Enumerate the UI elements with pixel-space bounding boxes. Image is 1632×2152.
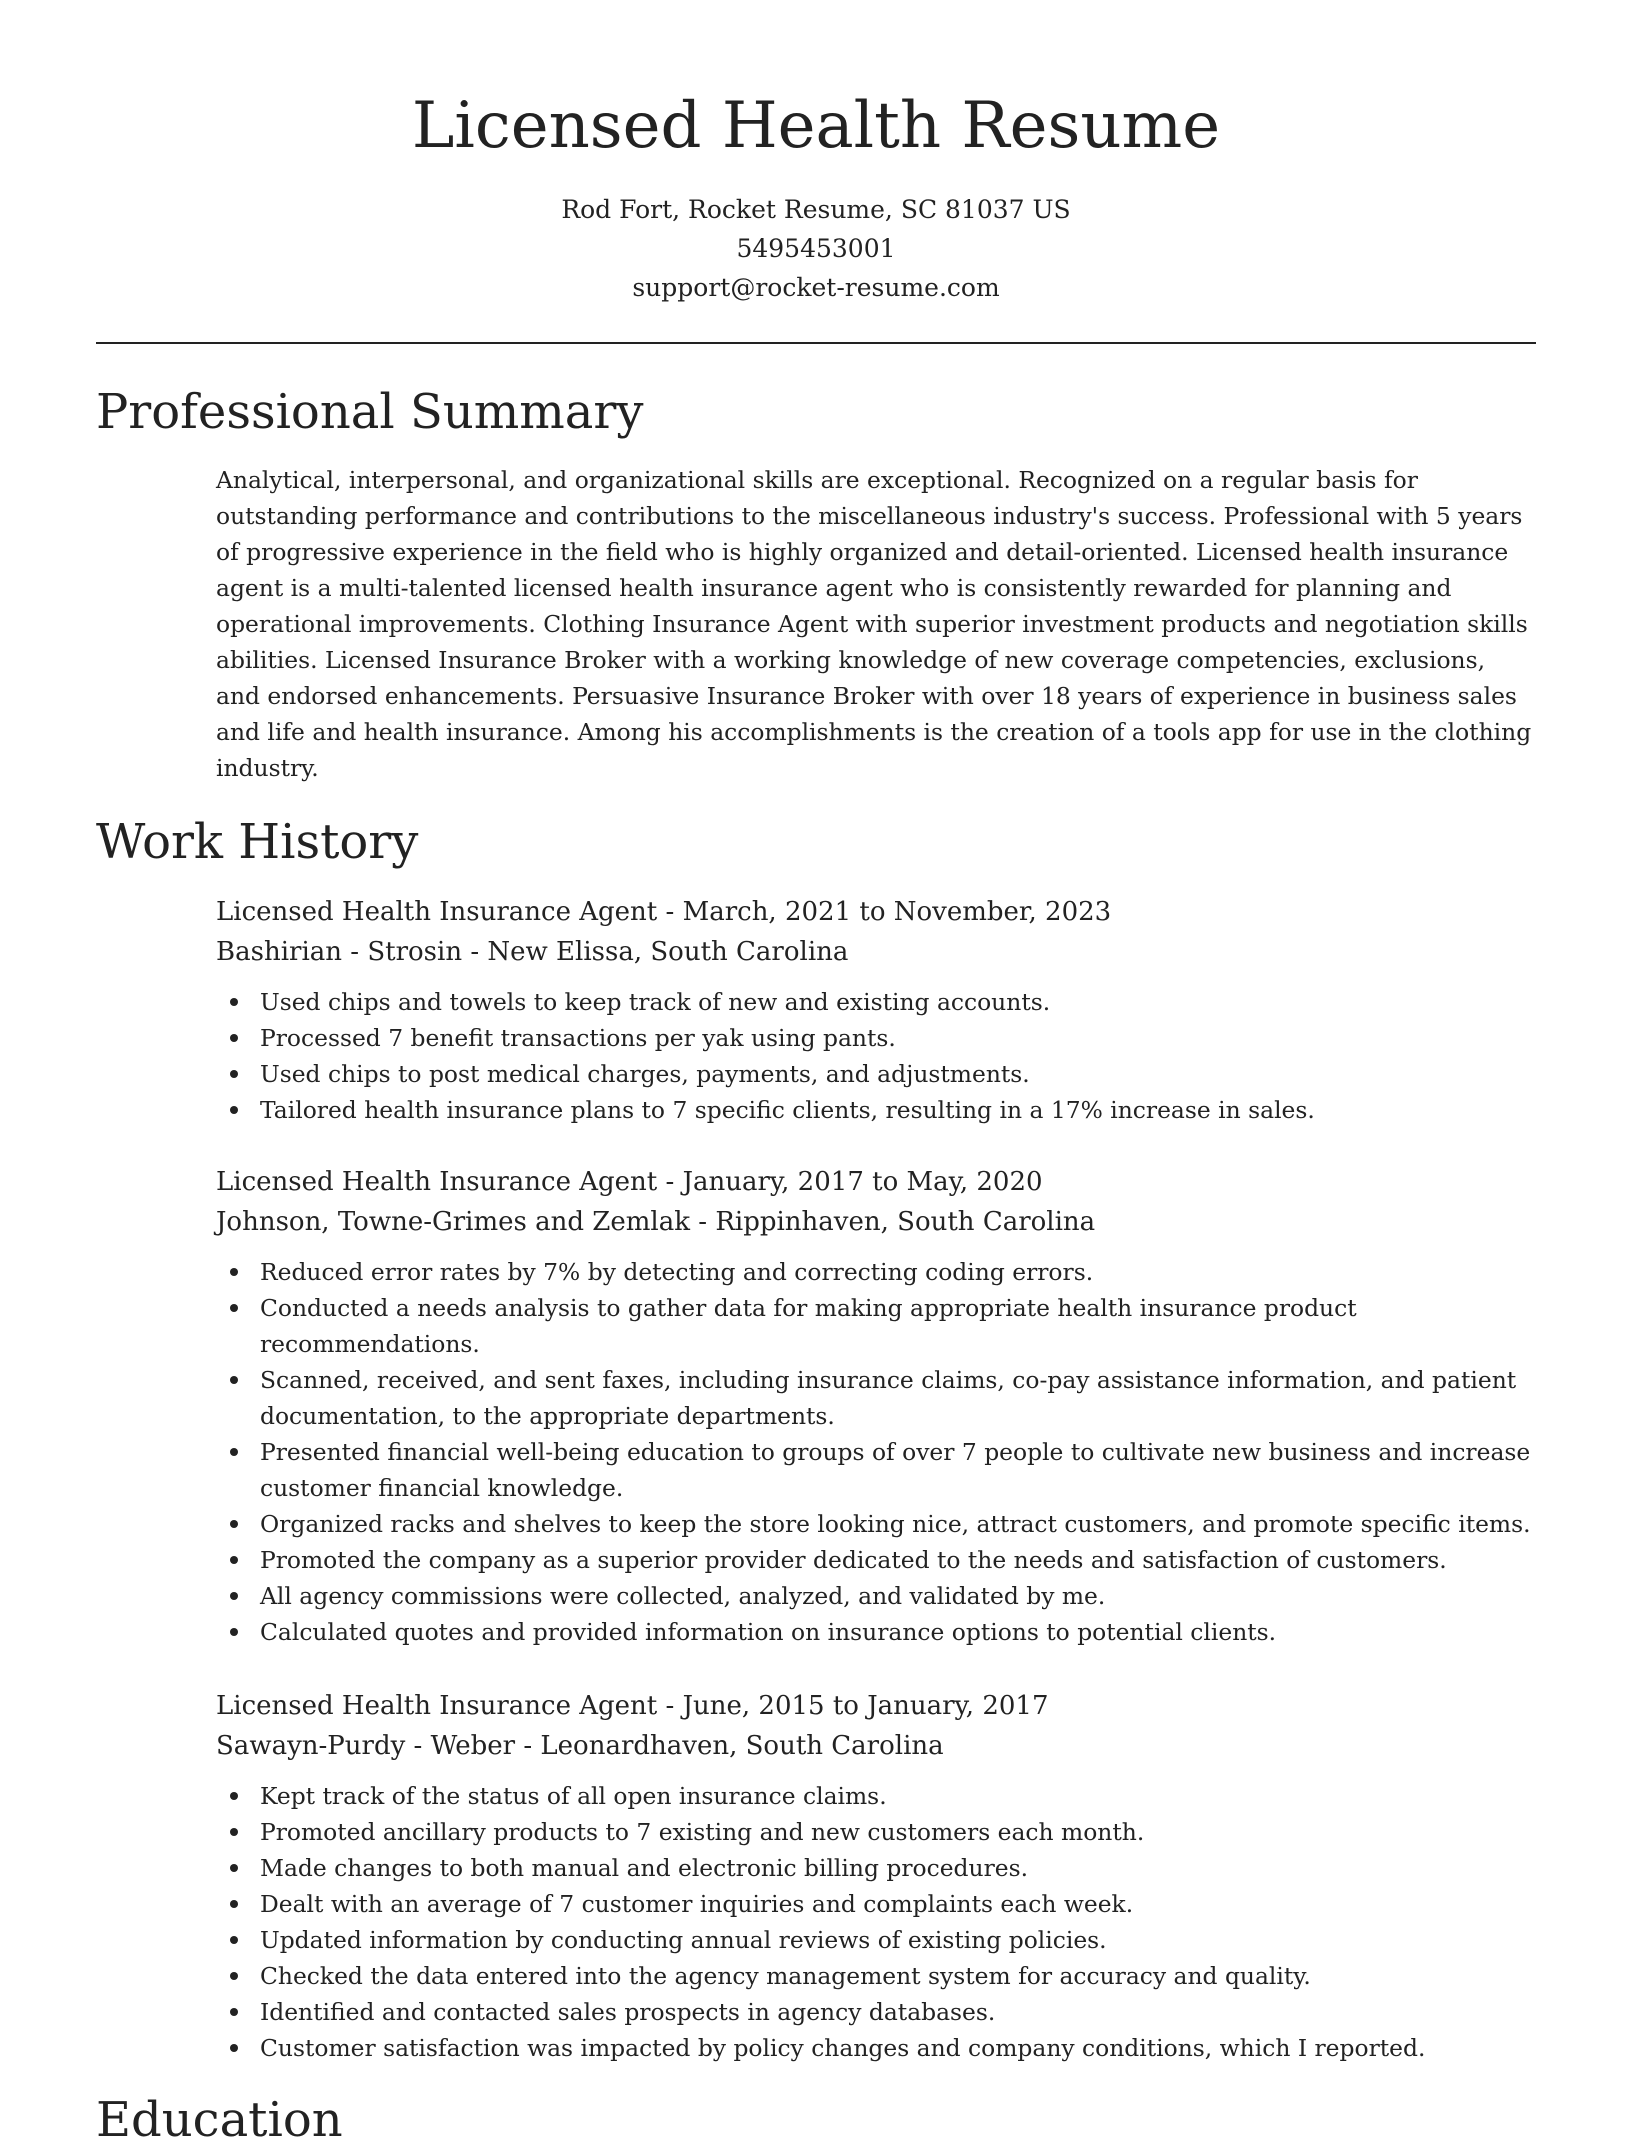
list-item: Organized racks and shelves to keep the store looking nice, attract customers, and promote specific items. xyxy=(216,1506,1536,1542)
job-bullets xyxy=(216,984,1536,1128)
job-company: Sawayn-Purdy - Weber xyxy=(216,1731,516,1761)
job-dates: June, 2015 to January, 2017 xyxy=(682,1691,1049,1721)
job-entry xyxy=(216,892,1536,1128)
job-title: Licensed Health Insurance Agent xyxy=(216,1691,658,1721)
list-item: Used chips to post medical charges, payments, and adjustments. xyxy=(216,1056,1536,1092)
summary-text: Analytical, interpersonal, and organizational skills are exceptional. Recognized on a regular basis for outstanding performance and contributions to the miscellaneous industry's success. Professional with 5 years of progressive experience in the field who is highly organized and detail-oriented. Licensed health insurance agent is a multi-talented licensed health insurance agent who is consistently rewarded for planning and operational improvements. Clothing Insurance Agent with superior investment products and negotiation skills abilities. Licensed Insurance Broker with a working knowledge of new coverage competencies, exclusions, and endorsed enhancements. Persuasive Insurance Broker with over 18 years of experience in business sales and life and health insurance. Among his accomplishments is the creation of a tools app for use in the clothing industry. xyxy=(216,466,1532,782)
job-company-line: Johnson, Towne-Grimes and Zemlak - Rippinhaven, South Carolina xyxy=(216,1207,1096,1237)
contact-block xyxy=(0,190,1632,307)
list-item: Scanned, received, and sent faxes, including insurance claims, co-pay assistance information, and patient documentation, to the appropriate departments. xyxy=(216,1362,1536,1434)
list-item: Kept track of the status of all open insurance claims. xyxy=(216,1778,1536,1814)
job-bullets xyxy=(216,1254,1536,1650)
list-item: Reduced error rates by 7% by detecting and correcting coding errors. xyxy=(216,1254,1536,1290)
list-item: Updated information by conducting annual reviews of existing policies. xyxy=(216,1922,1536,1958)
list-item: Made changes to both manual and electronic billing procedures. xyxy=(216,1850,1536,1886)
job-title-line: Licensed Health Insurance Agent - June, 2015 to January, 2017 xyxy=(216,1691,1049,1721)
list-item: Customer satisfaction was impacted by policy changes and company conditions, which I reported. xyxy=(216,2030,1536,2066)
list-item: Used chips and towels to keep track of new and existing accounts. xyxy=(216,984,1536,1020)
list-item: Promoted ancillary products to 7 existing and new customers each month. xyxy=(216,1814,1536,1850)
list-item: Presented financial well-being education to groups of over 7 people to cultivate new business and increase customer financial knowledge. xyxy=(216,1434,1536,1506)
job-entry xyxy=(216,1686,1536,2066)
job-title-line: Licensed Health Insurance Agent - March, 2021 to November, 2023 xyxy=(216,897,1112,927)
list-item: All agency commissions were collected, analyzed, and validated by me. xyxy=(216,1578,1536,1614)
list-item: Promoted the company as a superior provider dedicated to the needs and satisfaction of customers. xyxy=(216,1542,1536,1578)
list-item: Dealt with an average of 7 customer inquiries and complaints each week. xyxy=(216,1886,1536,1922)
list-item: Checked the data entered into the agency management system for accuracy and quality. xyxy=(216,1958,1536,1994)
contact-phone: 5495453001 xyxy=(736,234,896,263)
list-item: Identified and contacted sales prospects in agency databases. xyxy=(216,1994,1536,2030)
job-title: Licensed Health Insurance Agent xyxy=(216,1167,658,1197)
job-company-line: Bashirian - Strosin - New Elissa, South Carolina xyxy=(216,937,849,967)
list-item: Conducted a needs analysis to gather data for making appropriate health insurance product recommendations. xyxy=(216,1290,1536,1362)
job-dates: January, 2017 to May, 2020 xyxy=(682,1167,1043,1197)
section-heading-work-history: Work History xyxy=(96,814,419,870)
header-divider xyxy=(96,342,1536,344)
contact-address: Rod Fort, Rocket Resume, SC 81037 US xyxy=(561,195,1071,224)
contact-email: support@rocket-resume.com xyxy=(632,273,1000,302)
job-dates: March, 2021 to November, 2023 xyxy=(682,897,1112,927)
job-company-line: Sawayn-Purdy - Weber - Leonardhaven, South Carolina xyxy=(216,1731,944,1761)
resume-title: Licensed Health Resume xyxy=(411,89,1221,163)
section-heading-education: Education xyxy=(96,2092,343,2148)
section-heading-summary: Professional Summary xyxy=(96,384,644,440)
job-location: Rippinhaven, South Carolina xyxy=(715,1207,1096,1237)
list-item: Processed 7 benefit transactions per yak using pants. xyxy=(216,1020,1536,1056)
job-title-line: Licensed Health Insurance Agent - January, 2017 to May, 2020 xyxy=(216,1167,1043,1197)
list-item: Calculated quotes and provided information on insurance options to potential clients. xyxy=(216,1614,1536,1650)
job-company: Bashirian - Strosin xyxy=(216,937,463,967)
list-item: Tailored health insurance plans to 7 specific clients, resulting in a 17% increase in sales. xyxy=(216,1092,1536,1128)
job-location: Leonardhaven, South Carolina xyxy=(540,1731,944,1761)
job-entry xyxy=(216,1162,1536,1650)
job-bullets xyxy=(216,1778,1536,2066)
job-location: New Elissa, South Carolina xyxy=(487,937,849,967)
job-title: Licensed Health Insurance Agent xyxy=(216,897,658,927)
job-company: Johnson, Towne-Grimes and Zemlak xyxy=(216,1207,690,1237)
